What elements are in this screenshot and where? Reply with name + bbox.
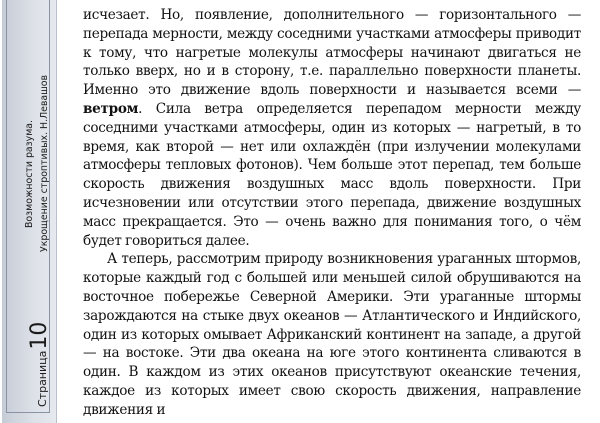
- page-word: Страница: [36, 350, 49, 407]
- paragraph-wind-before: исчезает. Но, появление, дополнительного — горизонтального — перепада мерности, между соседними участками атмосферы приводит к тому, что нагретые молекулы атмосферы начинают двигаться не только вверх, но и в сторону, т.е. параллельно поверхности планеты. Именно это движение вдоль поверхности и называется всеми —: [83, 7, 581, 99]
- bold-term-wind: ветром: [83, 100, 139, 117]
- paragraph-hurricanes: А теперь, рассмотрим природу возникновения ураганных штормов, которые каждый год с большей или меньшей силой обрушиваются на восточное побережье Северной Америки. Эти ураганные штормы зарождаются на стыке двух океанов — Атлантического и Индийского, один из которых омывает Африканский континент на западе, а другой — на востоке. Эти два океана на юге этого континента сливаются в один. В каждом из этих океанов присутствуют океанские течения, каждое из которых имеет свою скорость движения, направление движения и: [83, 251, 581, 418]
- paragraph-wind-after: . Сила ветра определяется перепадом мерности между соседними участками атмосферы, один из которых — нагретый, в то время, как второй — нет или охлаждён (при излучении молекулами атмосферы тепловых фотонов). Чем больше этот перепад, тем больше скорость движения воздушных масс вдоль поверхности. При исчезновении или отсутствии этого перепада, движение воздушных масс прекращается. Это — очень важно для понимания того, о чём будет говориться далее.: [83, 100, 581, 249]
- page-number: 10: [27, 321, 52, 350]
- book-subtitle: Укрощение строптивых. Н.Левашов: [39, 74, 50, 252]
- book-title: Возможности разума.: [24, 120, 35, 228]
- page-sidebar: [2, 0, 57, 423]
- paragraph-wind: [83, 6, 581, 250]
- page-number-label: [29, 322, 54, 407]
- page-content: [83, 6, 581, 420]
